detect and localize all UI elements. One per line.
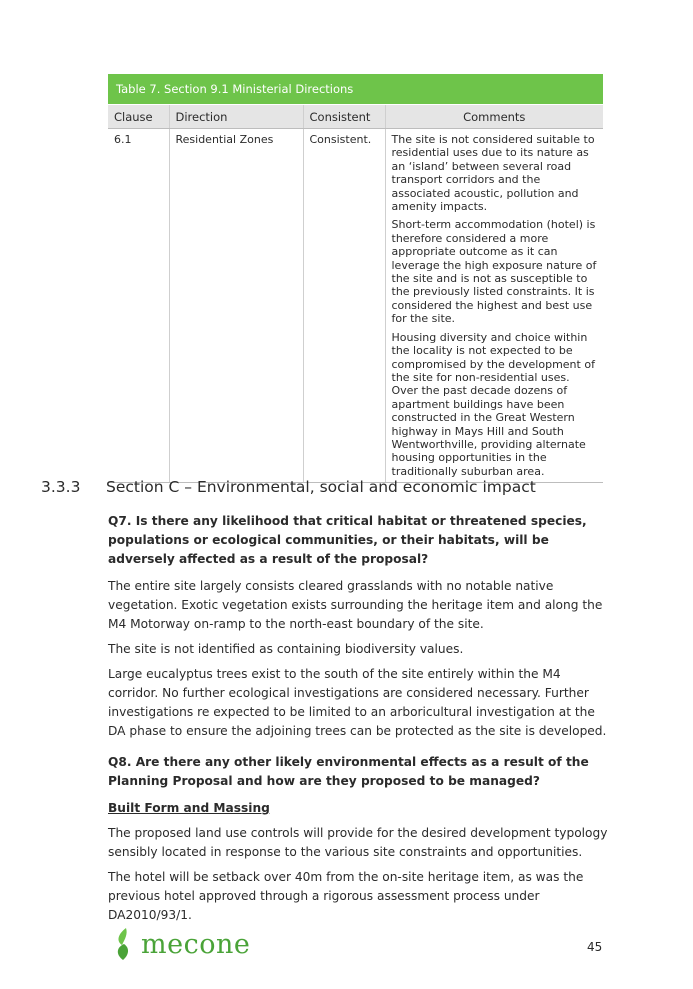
leaf-icon <box>112 927 136 961</box>
cell-direction: Residential Zones <box>169 129 303 483</box>
paragraph: The site is not identified as containing biodiversity values. <box>108 642 464 656</box>
table-title: Table 7. Section 9.1 Ministerial Directions <box>108 74 603 105</box>
cell-consistent: Consistent. <box>303 129 385 483</box>
section-title: Section C – Environmental, social and economic impact <box>106 478 536 496</box>
section-number: 3.3.3 <box>41 478 81 496</box>
comment-paragraph: Housing diversity and choice within the locality is not expected to be compromised by the development of the site for non-residential uses. Over the past decade dozens of apartment buildings have been constructed in the Great Western highway in Mays Hill and South Wentworthville, providing alternate housing opportunities in the traditionally suburban area. <box>391 330 595 478</box>
paragraph: Large eucalyptus trees exist to the south of the site entirely within the M4 corridor. No further ecological investigations are considered necessary. Further investigations re expected to be limited to an arboricultural investigation at the DA phase to ensure the adjoining trees can be protected as the site is developed. <box>108 667 607 738</box>
paragraph: The hotel will be setback over 40m from the on-site heritage item, as was the previous hotel approved through a rigorous assessment process under DA2010/93/1. <box>108 870 584 922</box>
cell-clause: 6.1 <box>108 129 169 483</box>
column-header-consistent: Consistent <box>303 105 385 129</box>
body-content <box>108 512 613 931</box>
logo-text: mecone <box>141 928 251 960</box>
comment-paragraph: Short-term accommodation (hotel) is therefore considered a more appropriate outcome as it can leverage the high exposure nature of the site and is not as susceptible to the previously listed constraints. It is considered the highest and best use for the site. <box>391 218 597 326</box>
paragraph: The entire site largely consists cleared grasslands with no notable native vegetation. Exotic vegetation exists surrounding the heritage item and along the M4 Motorway on-ramp to the north-east boundary of the site. <box>108 579 603 631</box>
column-header-comments: Comments <box>385 105 603 129</box>
subheading-built-form: Built Form and Massing <box>108 801 270 815</box>
comment-paragraph: The site is not considered suitable to residential uses due to its nature as an ‘island’ between several road transport corridors and the associated acoustic, pollution and amenity impacts. <box>391 133 595 214</box>
column-header-clause: Clause <box>108 105 169 129</box>
mecone-logo <box>112 926 250 962</box>
paragraph: The proposed land use controls will provide for the desired development typology sensibly located in response to the various site constraints and opportunities. <box>108 826 608 859</box>
section-heading <box>41 478 641 496</box>
question-q8: Q8. Are there any other likely environmental effects as a result of the Planning Proposal and how are they proposed to be managed? <box>108 755 589 788</box>
page-number: 45 <box>587 940 603 954</box>
cell-comments <box>385 129 603 483</box>
question-q7: Q7. Is there any likelihood that critical habitat or threatened species, populations or ecological communities, or their habitats, will be adversely affected as a result of the proposal? <box>108 514 587 566</box>
column-header-direction: Direction <box>169 105 303 129</box>
ministerial-directions-table <box>108 74 603 483</box>
table-row <box>108 129 603 483</box>
